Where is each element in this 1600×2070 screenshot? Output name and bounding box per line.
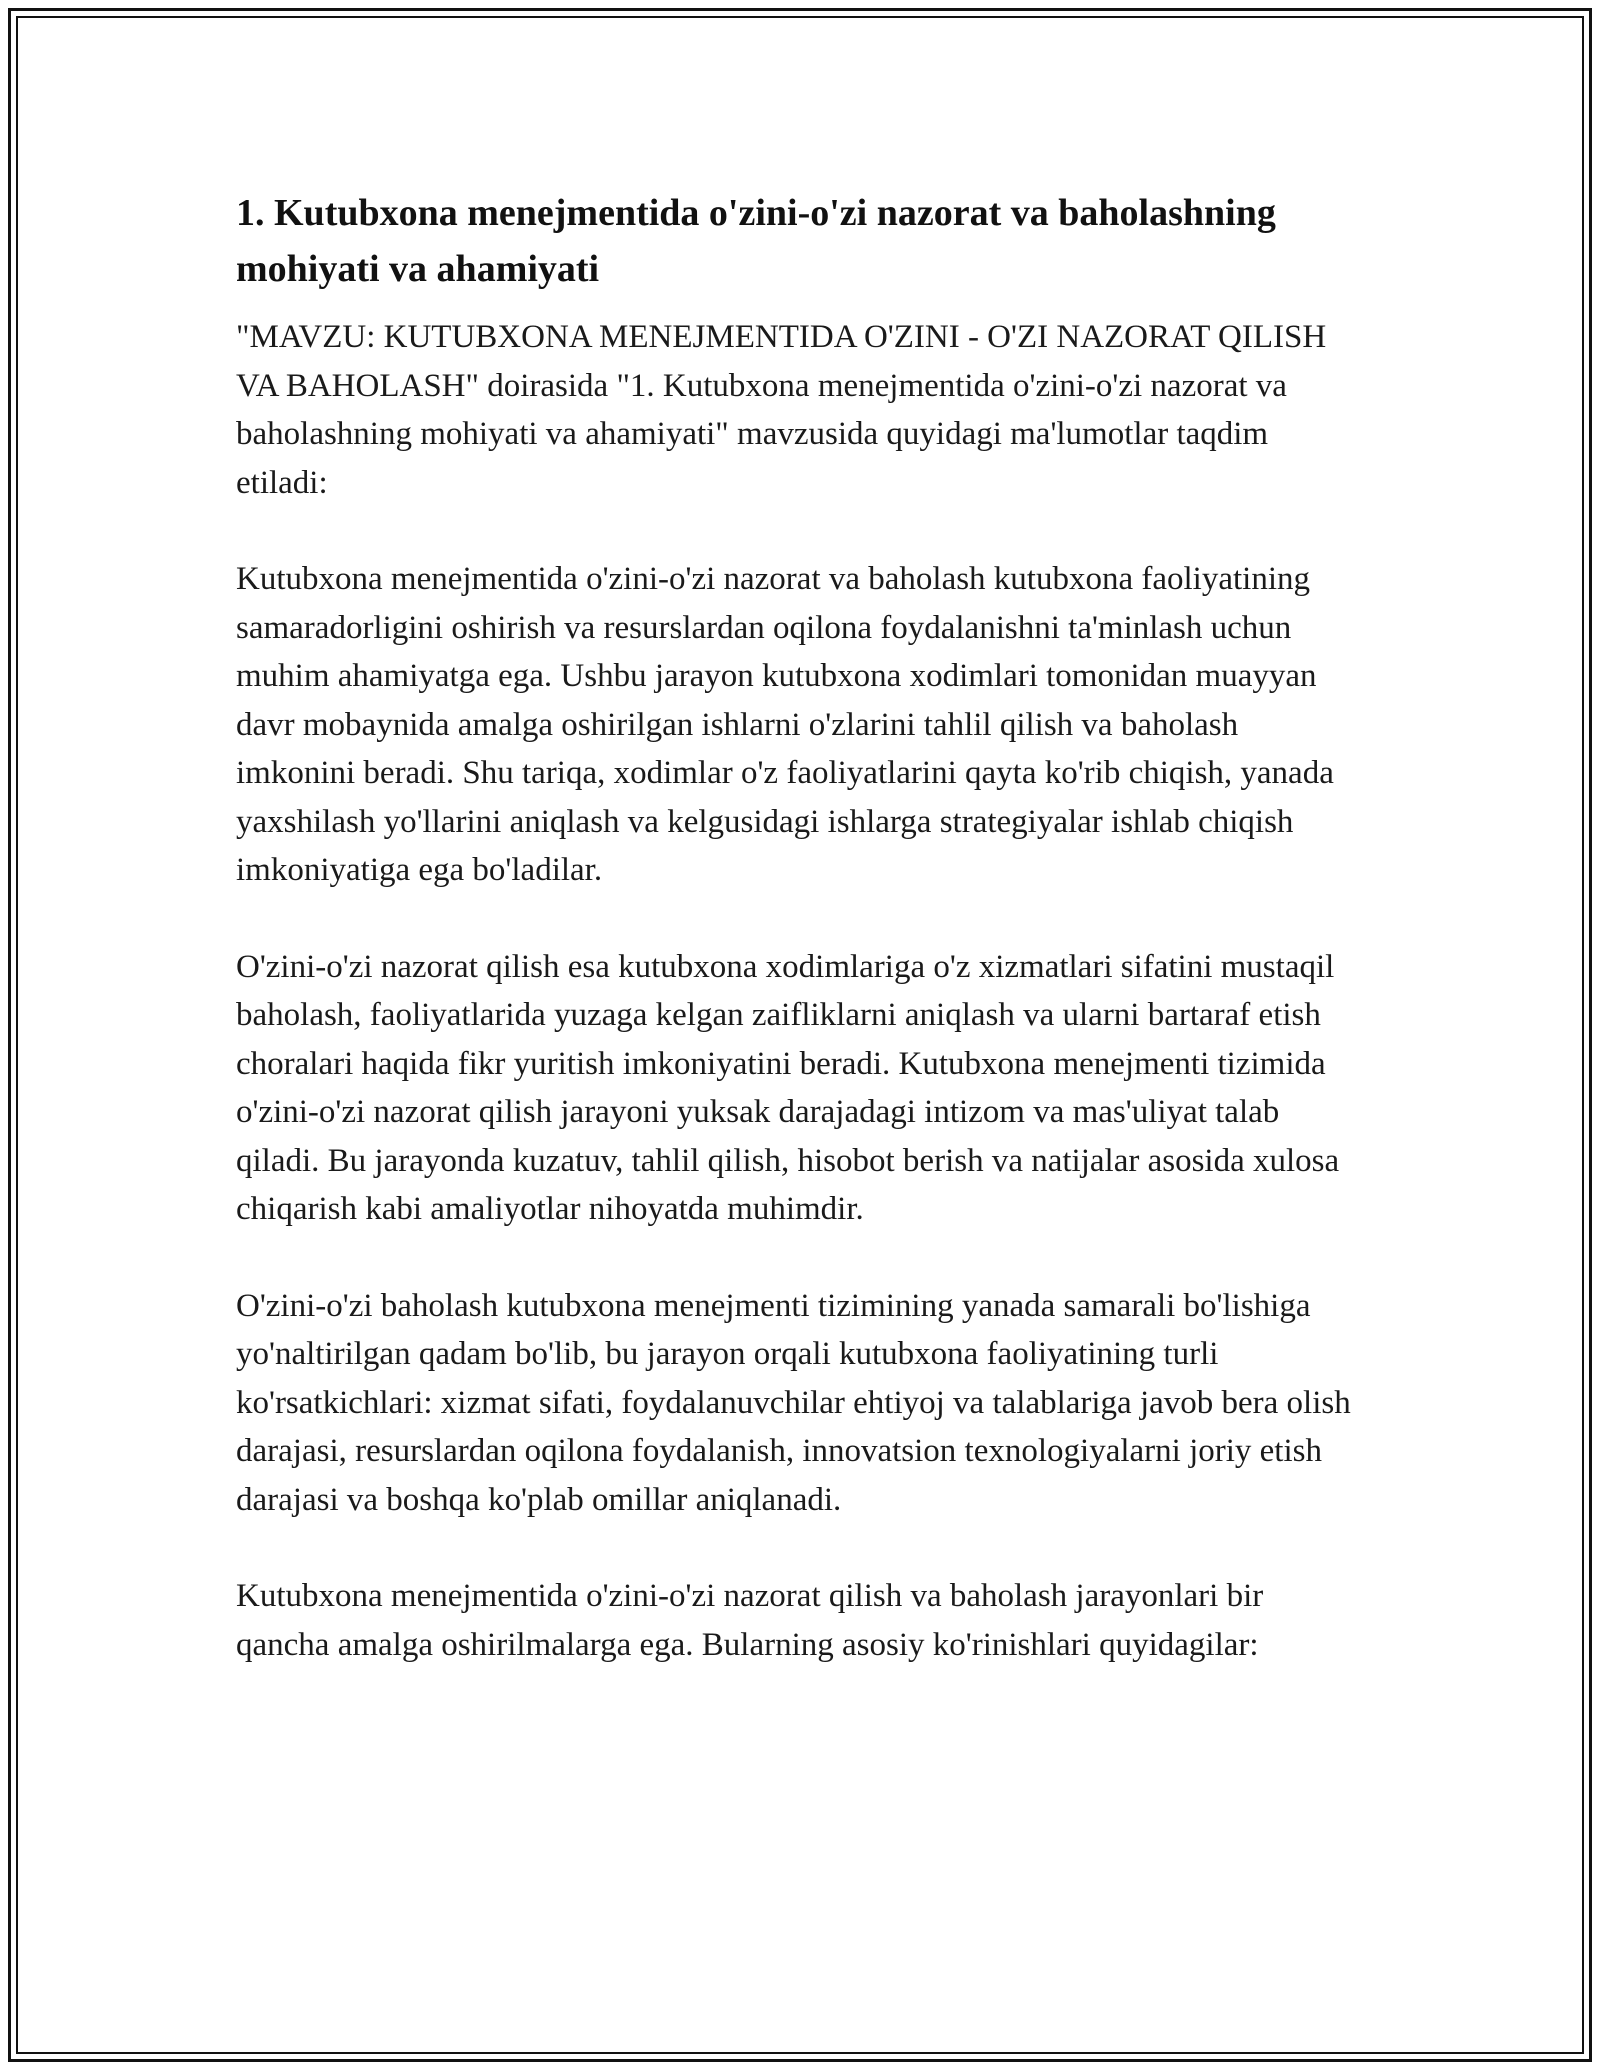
paragraph-forms: Kutubxona menejmentida o'zini-o'zi nazorat qilish va baholash jarayonlari bir qancha amalga oshirilmalarga ega. Bularning asosiy ko'rinishlari quyidagilar: — [236, 1578, 1264, 1663]
paragraph-importance: Kutubxona menejmentida o'zini-o'zi nazorat va baholash kutubxona faoliyatining samaradorligini oshirish va resurslardan oqilona foydalanishni ta'minlash uchun muhim ahamiyatga ega. Ushbu jarayon kutubxona xodimlari tomonidan muayyan davr mobaynida amalga oshirilgan ishlarni o'zlarini tahlil qilish va baholash imkonini beradi. Shu tariqa, xodimlar o'z faoliyatlarini qayta ko'rib chiqish, yanada yaxshilash yo'llarini aniqlash va kelgusidagi ishlarga strategiyalar ishlab chiqish imkoniyatiga ega bo'ladilar. — [236, 561, 1334, 888]
paragraph-self-evaluation: O'zini-o'zi baholash kutubxona menejmenti tizimining yanada samarali bo'lishiga yo'naltirilgan qadam bo'lib, bu jarayon orqali kutubxona faoliyatining turli ko'rsatkichlari: xizmat sifati, foydalanuvchilar ehtiyoj va talablariga javob bera olish darajasi, resurslardan oqilona foydalanish, innovatsion texnologiyalarni joriy etish darajasi va boshqa ko'plab omillar aniqlanadi. — [236, 1287, 1351, 1518]
section-title: 1. Kutubxona menejmentida o'zini-o'zi nazorat va baholashning mohiyati va ahamiyati — [236, 192, 1276, 290]
paragraph-intro: "MAVZU: KUTUBXONA MENEJMENTIDA O'ZINI - O'ZI NAZORAT QILISH VA BAHOLASH" doirasida "1. Kutubxona menejmentida o'zini-o'zi nazorat va baholashning mohiyati va ahamiyati" mavzusida quyidagi ma'lumotlar taqdim etiladi: — [236, 319, 1327, 501]
paragraph-self-control: O'zini-o'zi nazorat qilish esa kutubxona xodimlariga o'z xizmatlari sifatini mustaqil baholash, faoliyatlarida yuzaga kelgan zaifliklarni aniqlash va ularni bartaraf etish choralari haqida fikr yuritish imkoniyatini beradi. Kutubxona menejmenti tizimida o'zini-o'zi nazorat qilish jarayoni yuksak darajadagi intizom va mas'uliyat talab qiladi. Bu jarayonda kuzatuv, tahlil qilish, hisobot berish va natijalar asosida xulosa chiqarish kabi amaliyotlar nihoyatda muhimdir. — [236, 948, 1340, 1227]
document-body — [236, 185, 1356, 1717]
